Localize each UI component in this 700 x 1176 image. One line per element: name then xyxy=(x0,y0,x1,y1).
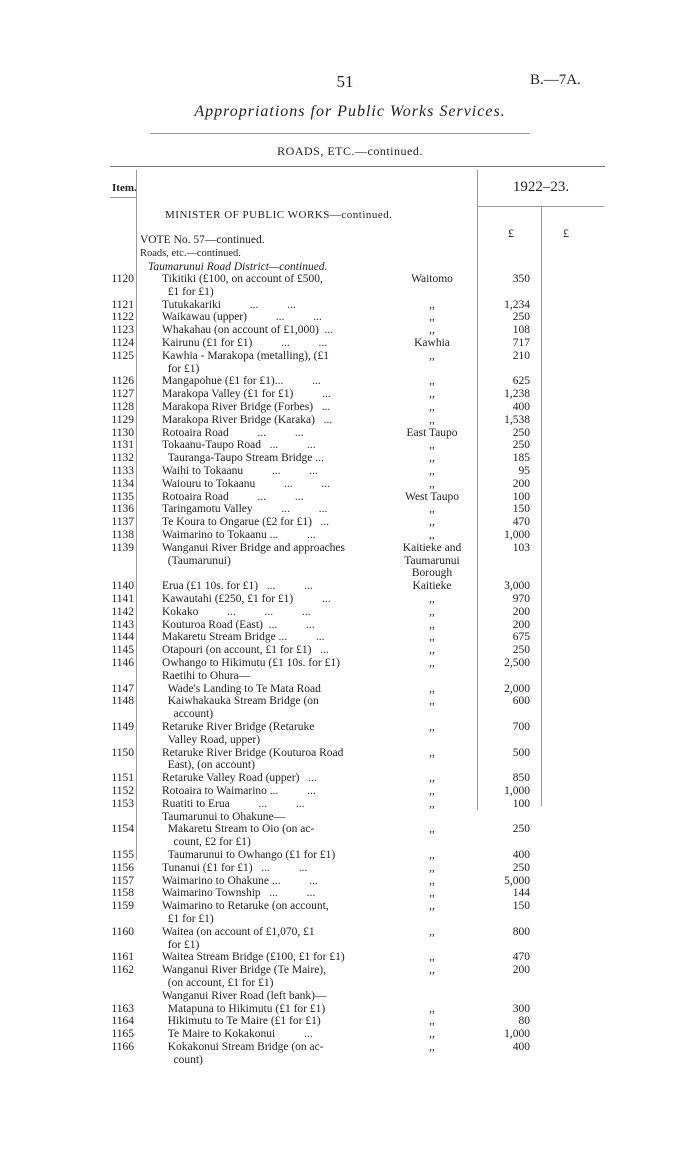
item-description: Tunanui (£1 for £1) ... ... xyxy=(162,861,308,874)
item-district: ,, xyxy=(429,631,435,644)
item-number: 1121 xyxy=(111,298,134,311)
item-number: 1166 xyxy=(111,1041,134,1053)
item-amount: 200 xyxy=(512,477,530,490)
item-district: ,, xyxy=(429,593,435,605)
item-number: 1143 xyxy=(111,618,134,631)
item-amount: 144 xyxy=(512,887,530,900)
item-amount: 800 xyxy=(512,925,530,938)
item-amount: 108 xyxy=(512,324,530,337)
item-number: 1135 xyxy=(111,490,134,503)
item-description: Tauranga-Taupo Stream Bridge ... xyxy=(162,452,324,465)
item-description: Owhango to Hikimutu (£1 10s. for £1) xyxy=(162,657,340,669)
item-number: 1159 xyxy=(111,900,134,913)
item-district: ,, xyxy=(429,388,435,401)
item-district: ,, xyxy=(429,772,435,785)
item-amount: 185 xyxy=(512,452,530,465)
item-number: 1125 xyxy=(111,349,134,362)
item-amount: 250 xyxy=(512,439,530,452)
item-description: Waikawau (upper) ... ... xyxy=(162,311,322,324)
item-description: Kairunu (£1 for £1) ... ... xyxy=(162,337,328,349)
item-amount: 470 xyxy=(512,516,530,529)
item-district: ,, xyxy=(429,503,435,516)
item-amount: 200 xyxy=(512,605,530,618)
item-description: Taumarunui to Ohakune— xyxy=(162,810,286,823)
item-district: ,, xyxy=(429,746,435,759)
item-amount: 250 xyxy=(512,311,530,324)
item-district: ,, xyxy=(429,1015,435,1028)
item-number: 1123 xyxy=(111,324,134,337)
item-district: ,, xyxy=(429,349,435,362)
minister-heading: MINISTER OF PUBLIC WORKS—continued. xyxy=(165,209,393,221)
item-number: 1137 xyxy=(111,516,134,529)
item-description: Otapouri (on account, £1 for £1) ... xyxy=(162,644,329,657)
item-description: Tutukakariki ... ... xyxy=(162,298,296,311)
item-description: Retaruke River Bridge (Retaruke Valley Road, upper) xyxy=(162,721,315,746)
item-amount: 1,538 xyxy=(504,413,530,426)
item-description: Rotoaira Road ... ... xyxy=(162,490,304,503)
item-number: 1162 xyxy=(111,964,134,977)
item-description: Marakopa Valley (£1 for £1) ... xyxy=(162,388,331,401)
item-number: 1126 xyxy=(111,375,134,388)
item-district: ,, xyxy=(429,657,435,669)
item-amount: 1,000 xyxy=(504,785,530,797)
item-description: Matapuna to Hikimutu (£1 for £1) xyxy=(162,1002,326,1015)
item-district: ,, xyxy=(429,951,435,964)
item-number: 1154 xyxy=(111,823,134,836)
item-number: 1150 xyxy=(111,746,134,759)
item-district: ,, xyxy=(429,413,435,426)
item-amount: 3,000 xyxy=(504,580,530,593)
roads-heading: Roads, etc.—continued. xyxy=(140,248,241,259)
currency-symbol-1: £ xyxy=(508,226,514,240)
item-description: Tokaanu-Taupo Road ... ... xyxy=(162,439,316,452)
item-description: Waiouru to Tokaanu ... ... xyxy=(162,477,330,490)
item-number: 1120 xyxy=(111,273,134,285)
section-subtitle: ROADS, ETC.—continued. xyxy=(277,144,423,158)
item-number: 1151 xyxy=(111,772,134,785)
item-amount: 2,000 xyxy=(504,682,530,695)
item-description: Waimarino Township ... ... xyxy=(162,887,316,900)
item-amount: 470 xyxy=(512,951,530,964)
item-number: 1152 xyxy=(111,785,134,797)
item-description: Wanganui River Bridge (Te Maire), (on account, £1 for £1) xyxy=(162,964,327,989)
item-number: 1163 xyxy=(111,1002,134,1015)
item-amount: 95 xyxy=(518,465,530,477)
item-number: 1122 xyxy=(111,311,134,324)
item-amount: 500 xyxy=(512,746,530,759)
item-number: 1132 xyxy=(111,452,134,465)
item-description: Rotoaira Road ... ... xyxy=(162,426,304,439)
item-amount: 850 xyxy=(512,772,530,785)
item-district: ,, xyxy=(429,887,435,900)
item-number: 1130 xyxy=(111,426,134,439)
item-description: Waimarino to Ohakune ... ... xyxy=(162,874,318,887)
item-district: ,, xyxy=(429,1002,435,1015)
item-number: 1145 xyxy=(111,644,134,657)
item-amount: 675 xyxy=(512,631,530,644)
year-column-header: 1922–23. xyxy=(512,179,570,195)
item-description: Te Koura to Ongarue (£2 for £1) ... xyxy=(162,516,330,529)
item-amount: 250 xyxy=(512,644,530,657)
item-amount: 970 xyxy=(512,593,530,605)
item-description: Raetihi to Ohura— xyxy=(162,669,251,682)
currency-symbol-2: £ xyxy=(563,226,569,240)
item-number: 1156 xyxy=(111,861,134,874)
item-amount: 250 xyxy=(512,823,530,836)
item-amount: 2,500 xyxy=(504,657,530,669)
vote-heading: VOTE No. 57—continued. xyxy=(140,234,265,246)
item-district: ,, xyxy=(429,874,435,887)
item-number: 1139 xyxy=(111,541,134,554)
item-district: ,, xyxy=(429,324,435,337)
item-district: ,, xyxy=(429,298,435,311)
item-district: ,, xyxy=(429,452,435,465)
item-description: Erua (£1 10s. for £1) ... ... xyxy=(162,580,313,593)
item-description: Ruatiti to Erua ... ... xyxy=(162,797,305,810)
item-number: 1140 xyxy=(111,580,134,593)
item-amount: 100 xyxy=(512,797,530,810)
item-district: ,, xyxy=(429,477,435,490)
page-number: 51 xyxy=(336,72,354,91)
item-description: Kokako ... ... ... xyxy=(162,605,311,618)
item-description: Waimarino to Retaruke (on account, £1 for £1) xyxy=(162,900,329,925)
item-description: Kokakonui Stream Bridge (on ac- count) xyxy=(167,1041,324,1066)
item-district: ,, xyxy=(429,529,435,541)
item-number: 1157 xyxy=(111,874,134,887)
item-number: 1138 xyxy=(111,529,134,541)
item-description: Wanganui River Road (left bank)— xyxy=(162,989,327,1002)
item-amount: 80 xyxy=(518,1015,530,1028)
item-description: Taringamotu Valley ... ... xyxy=(162,503,328,516)
item-district: ,, xyxy=(429,964,435,977)
item-district: East Taupo xyxy=(406,426,458,439)
item-description: Mangapohue (£1 for £1)... ... xyxy=(162,375,321,388)
item-number: 1141 xyxy=(111,593,134,605)
item-description: Makaretu Stream to Oio (on ac- count, £2 for £1) xyxy=(167,823,315,849)
item-description: Waihi to Tokaanu ... ... xyxy=(162,465,318,477)
item-amount: 717 xyxy=(512,337,530,349)
item-number: 1124 xyxy=(111,337,134,349)
item-description: Kaiwhakauka Stream Bridge (on account) xyxy=(167,695,319,721)
item-amount: 103 xyxy=(512,541,530,554)
item-number: 1131 xyxy=(111,439,134,452)
item-description: Marakopa River Bridge (Forbes) ... xyxy=(162,401,331,413)
item-number: 1155 xyxy=(111,849,134,861)
item-district: ,, xyxy=(429,695,435,708)
item-number: 1142 xyxy=(111,605,134,618)
item-district: ,, xyxy=(429,618,435,631)
item-description: Waimarino to Tokaanu ... ... xyxy=(162,529,316,541)
item-number: 1161 xyxy=(111,951,134,964)
item-description: Makaretu Stream Bridge ... ... xyxy=(162,631,325,644)
item-number: 1146 xyxy=(111,657,134,669)
item-description: Kawautahi (£250, £1 for £1) ... xyxy=(162,593,331,605)
item-number: 1164 xyxy=(111,1015,134,1028)
item-district: West Taupo xyxy=(405,490,459,503)
item-description: Wade's Landing to Te Mata Road xyxy=(162,682,321,695)
item-number: 1153 xyxy=(111,797,134,810)
item-amount: 350 xyxy=(512,273,530,285)
item-amount: 200 xyxy=(512,964,530,977)
item-description: Whakahau (on account of £1,000) ... xyxy=(162,324,334,337)
item-district: ,, xyxy=(429,311,435,324)
item-description: Taumarunui to Owhango (£1 for £1) xyxy=(162,849,336,861)
item-amount: 1,234 xyxy=(504,298,530,311)
item-district: ,, xyxy=(429,682,435,695)
item-district: ,, xyxy=(429,925,435,938)
item-amount: 250 xyxy=(512,861,530,874)
item-column-header: Item. xyxy=(112,182,137,194)
item-number: 1129 xyxy=(111,413,134,426)
item-description: Rotoaira to Waimarino ... ... xyxy=(162,785,316,797)
item-number: 1147 xyxy=(111,682,134,695)
item-amount: 625 xyxy=(512,375,530,388)
item-number: 1160 xyxy=(111,925,134,938)
item-description: Waitea (on account of £1,070, £1 for £1) xyxy=(162,925,315,951)
item-district: ,, xyxy=(429,785,435,797)
item-description: Retaruke River Bridge (Kouturoa Road East), (on account) xyxy=(162,746,344,772)
item-district: ,, xyxy=(429,849,435,861)
item-district: ,, xyxy=(429,721,435,733)
item-amount: 1,238 xyxy=(504,388,530,401)
item-amount: 1,000 xyxy=(504,1028,530,1041)
item-district: ,, xyxy=(429,439,435,452)
item-amount: 600 xyxy=(512,695,530,708)
item-district: ,, xyxy=(429,605,435,618)
page-title: Appropriations for Public Works Services. xyxy=(194,103,506,120)
item-amount: 150 xyxy=(512,900,530,913)
item-district: ,, xyxy=(429,401,435,413)
item-number: 1127 xyxy=(111,388,134,401)
item-amount: 150 xyxy=(512,503,530,516)
item-amount: 200 xyxy=(512,618,530,631)
item-district: ,, xyxy=(429,823,435,836)
item-number: 1133 xyxy=(111,465,134,477)
district-heading: Taumarunui Road District—continued. xyxy=(148,261,328,273)
item-description: Kouturoa Road (East) ... ... xyxy=(162,618,315,631)
item-description: Retaruke Valley Road (upper) ... xyxy=(162,772,317,785)
document-reference: B.—7A. xyxy=(530,72,581,88)
item-amount: 1,000 xyxy=(504,529,530,541)
item-district: ,, xyxy=(429,900,435,913)
item-number: 1165 xyxy=(111,1028,134,1041)
item-district: ,, xyxy=(429,465,435,477)
item-district: Kaitieke and Taumarunui Borough xyxy=(402,541,462,580)
item-district: Kaitieke xyxy=(412,580,452,593)
item-number: 1144 xyxy=(111,631,134,644)
item-amount: 300 xyxy=(512,1002,530,1015)
item-description: Hikimutu to Te Maire (£1 for £1) xyxy=(162,1015,321,1028)
item-district: ,, xyxy=(429,797,435,810)
item-number: 1136 xyxy=(111,503,134,516)
item-amount: 250 xyxy=(512,426,530,439)
item-description: Waitea Stream Bridge (£100, £1 for £1) xyxy=(162,951,345,964)
item-district: ,, xyxy=(429,861,435,874)
item-amount: 100 xyxy=(512,490,530,503)
item-description: Wanganui River Bridge and approaches (Taumarunui) xyxy=(162,541,346,567)
item-district: Kawhia xyxy=(414,337,450,349)
item-number: 1149 xyxy=(111,721,134,733)
item-district: ,, xyxy=(429,644,435,657)
item-amount: 400 xyxy=(512,1041,530,1053)
item-description: Te Maire to Kokakonui ... xyxy=(162,1028,313,1041)
item-district: Waitomo xyxy=(411,273,453,285)
item-amount: 400 xyxy=(512,849,530,861)
item-description: Marakopa River Bridge (Karaka) ... xyxy=(162,413,333,426)
item-description: Tikitiki (£100, on account of £500, £1 for £1) xyxy=(162,273,323,298)
item-amount: 5,000 xyxy=(504,874,530,887)
item-description: Kawhia - Marakopa (metalling), (£1 for £1) xyxy=(162,349,330,375)
item-number: 1158 xyxy=(111,887,134,900)
item-amount: 700 xyxy=(512,721,530,733)
item-district: ,, xyxy=(429,1028,435,1041)
item-district: ,, xyxy=(429,516,435,529)
item-district: ,, xyxy=(429,375,435,388)
item-district: ,, xyxy=(429,1041,435,1053)
item-amount: 210 xyxy=(512,349,530,362)
item-amount: 400 xyxy=(512,401,530,413)
item-number: 1128 xyxy=(111,401,134,413)
item-number: 1134 xyxy=(111,477,134,490)
item-number: 1148 xyxy=(111,695,134,708)
